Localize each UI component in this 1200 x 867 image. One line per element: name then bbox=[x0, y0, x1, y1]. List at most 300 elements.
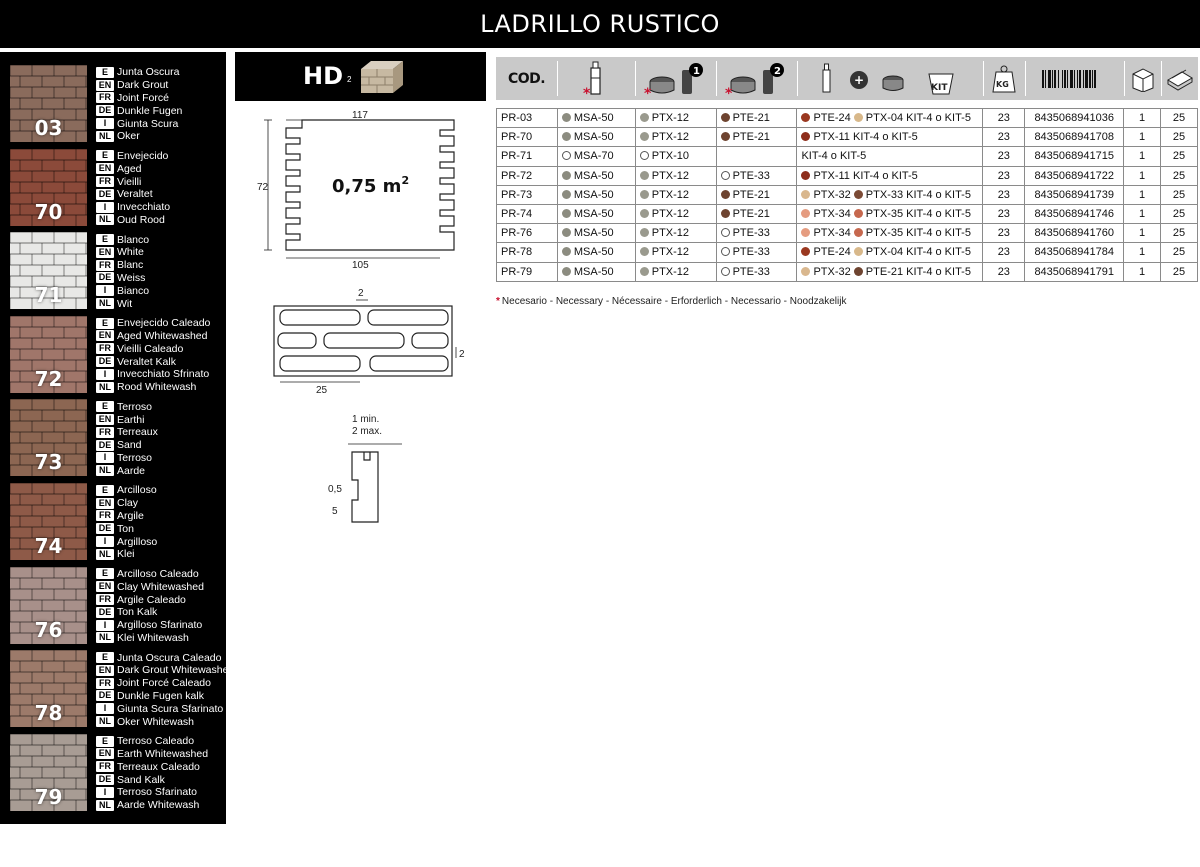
table-cell-cod bbox=[497, 185, 558, 204]
language-code-badge: EN bbox=[96, 498, 114, 509]
language-code-badge: EN bbox=[96, 80, 114, 91]
svg-text:+: + bbox=[854, 72, 865, 87]
language-code-badge: EN bbox=[96, 414, 114, 425]
table-cell-kit bbox=[797, 243, 983, 262]
cell-value-ptx: PTX-12 bbox=[651, 265, 690, 278]
finish-swatch bbox=[10, 483, 87, 560]
cell-value-box: 1 bbox=[1139, 227, 1146, 240]
table-cell-box bbox=[1124, 147, 1161, 166]
language-code-badge: I bbox=[96, 202, 114, 213]
language-code-badge: I bbox=[96, 536, 114, 547]
language-code-badge: NL bbox=[96, 800, 114, 811]
finish-name-text: Junta Oscura Caleado bbox=[117, 651, 222, 664]
finish-name-text: Terroso bbox=[117, 400, 153, 413]
finish-name-text: White bbox=[117, 246, 144, 259]
color-dot bbox=[801, 132, 810, 141]
min-label: 1 min. bbox=[352, 414, 380, 425]
table-cell-ean bbox=[1025, 128, 1124, 147]
language-code-badge: FR bbox=[96, 510, 114, 521]
table-cell-msa bbox=[557, 128, 635, 147]
table-cell-cod bbox=[497, 109, 558, 128]
cell-value-kit2: PTX-35 bbox=[865, 208, 904, 221]
table-cell-ean bbox=[1025, 204, 1124, 223]
language-code-badge: EN bbox=[96, 665, 114, 676]
finish-name-text: Junta Oscura bbox=[117, 66, 180, 79]
color-dot bbox=[640, 171, 649, 180]
color-dot bbox=[801, 247, 810, 256]
finish-number: 74 bbox=[34, 534, 63, 558]
cell-value-kit1: PTX-34 bbox=[813, 208, 851, 221]
finish-name-text: Terreaux Caleado bbox=[117, 760, 200, 773]
finish-names bbox=[96, 400, 158, 477]
language-code-badge: FR bbox=[96, 761, 114, 772]
language-code-badge: E bbox=[96, 736, 114, 747]
hd-badge bbox=[235, 52, 486, 101]
table-cell-pal bbox=[1161, 224, 1198, 243]
cell-value-ptx: PTX-12 bbox=[651, 208, 690, 221]
finish-name-row bbox=[96, 760, 208, 773]
finish-name-text: Dunkle Fugen bbox=[117, 104, 183, 117]
cell-value-ptx: PTX-12 bbox=[651, 131, 690, 144]
table-row bbox=[497, 204, 1198, 223]
color-dot bbox=[801, 228, 810, 237]
finish-name-text: Oud Rood bbox=[117, 213, 165, 226]
table-cell-cod bbox=[497, 166, 558, 185]
cell-value-ptx: PTX-12 bbox=[651, 246, 690, 259]
cell-value-ean: 8435068941784 bbox=[1034, 246, 1114, 259]
finish-name-text: Earth Whitewashed bbox=[117, 747, 209, 760]
cell-value-pte: PTE-21 bbox=[732, 188, 770, 201]
cell-value-kit2: PTX-04 bbox=[865, 246, 904, 259]
finish-names bbox=[96, 233, 149, 310]
area-label: 0,75 $m^2$ bbox=[332, 174, 410, 197]
table-cell-kit bbox=[797, 166, 983, 185]
cell-value-kit2: PTX-33 bbox=[865, 188, 904, 201]
brick-length-label: 25 bbox=[316, 385, 328, 396]
cell-value-kit: KIT-4 o KIT-5 bbox=[906, 246, 971, 259]
finish-name-text: Argilloso Sfarinato bbox=[117, 619, 203, 632]
table-cell-kit bbox=[797, 147, 983, 166]
language-code-badge: DE bbox=[96, 774, 114, 785]
finish-name-row bbox=[96, 664, 234, 677]
language-code-badge: DE bbox=[96, 440, 114, 451]
profile-section-drawing bbox=[352, 452, 378, 522]
cell-value-kit: KIT-4 o KIT-5 bbox=[906, 265, 971, 278]
table-cell-box bbox=[1124, 224, 1161, 243]
color-dot bbox=[562, 247, 571, 256]
finish-name-text: Giunta Scura bbox=[117, 117, 179, 130]
finish-name-text: Arcilloso Caleado bbox=[117, 567, 199, 580]
cell-value-box: 1 bbox=[1139, 150, 1146, 163]
finish-item bbox=[0, 554, 226, 644]
weight-kg-icon bbox=[983, 57, 1025, 100]
color-dot bbox=[640, 228, 649, 237]
finish-name-text: Veraltet bbox=[117, 188, 153, 201]
table-cell-box bbox=[1124, 185, 1161, 204]
cell-value-kg: 23 bbox=[997, 188, 1010, 201]
cell-value-ptx: PTX-12 bbox=[651, 188, 690, 201]
cell-value-kit2: PTE-21 bbox=[865, 265, 904, 278]
table-cell-ptx bbox=[635, 204, 716, 223]
cell-value-kg: 23 bbox=[997, 112, 1010, 125]
kit-bundle-icon bbox=[797, 57, 983, 100]
svg-text:KIT: KIT bbox=[931, 82, 948, 93]
table-cell-ptx bbox=[635, 224, 716, 243]
language-code-badge: FR bbox=[96, 678, 114, 689]
finish-name-text: Bianco bbox=[117, 284, 150, 297]
color-dot bbox=[854, 190, 863, 199]
finish-name-text: Argile bbox=[117, 509, 144, 522]
color-dot bbox=[801, 113, 810, 122]
table-cell-kg bbox=[983, 147, 1025, 166]
cod-header: COD. bbox=[507, 70, 546, 87]
finish-name-text: Wit bbox=[117, 297, 133, 310]
max-label: 2 max. bbox=[352, 426, 383, 437]
cell-value-cod: PR-73 bbox=[501, 188, 533, 201]
finish-name-row bbox=[96, 246, 149, 259]
color-dot bbox=[562, 267, 571, 276]
finish-name-text: Terroso Caleado bbox=[117, 735, 195, 748]
table-row bbox=[497, 262, 1198, 281]
table-cell-kg bbox=[983, 109, 1025, 128]
finish-swatch bbox=[10, 567, 87, 644]
table-cell-cod bbox=[497, 128, 558, 147]
product-table bbox=[496, 108, 1198, 282]
finish-name-row bbox=[96, 748, 208, 761]
finish-name-row bbox=[96, 342, 210, 355]
finish-name-row bbox=[96, 497, 157, 510]
cell-value-kit: KIT-4 o KIT-5 bbox=[906, 112, 971, 125]
finish-name-row bbox=[96, 150, 170, 163]
cell-value-cod: PR-71 bbox=[501, 150, 533, 163]
required-note: * Necesario - Necessary - Nécessaire - Erforderlich - Necessario - Noodzakelijk bbox=[496, 296, 847, 307]
cell-value-cod: PR-74 bbox=[501, 208, 533, 221]
finish-name-text: Sand Kalk bbox=[117, 773, 165, 786]
table-row bbox=[497, 147, 1198, 166]
finish-name-text: Ton bbox=[117, 522, 134, 535]
finish-name-row bbox=[96, 568, 204, 581]
finish-name-row bbox=[96, 272, 149, 285]
brick-pattern-drawing bbox=[274, 306, 452, 376]
table-cell-pte bbox=[716, 128, 797, 147]
language-code-badge: I bbox=[96, 787, 114, 798]
finish-name-row bbox=[96, 368, 210, 381]
table-cell-pte bbox=[716, 109, 797, 128]
finish-item bbox=[0, 303, 226, 394]
finish-name-text: Argile Caleado bbox=[117, 593, 186, 606]
table-row bbox=[497, 109, 1198, 128]
finish-name-text: Aged Whitewashed bbox=[117, 329, 208, 342]
finish-item bbox=[0, 52, 226, 143]
color-dot bbox=[854, 267, 863, 276]
finish-names bbox=[96, 66, 182, 143]
joint-side-dim-label: 2 bbox=[459, 349, 465, 360]
svg-text:*: * bbox=[724, 85, 732, 98]
finish-name-text: Giunta Scura Sfarinato bbox=[117, 702, 224, 715]
finish-number: 72 bbox=[34, 366, 63, 391]
language-code-badge: DE bbox=[96, 523, 114, 534]
finish-name-text: Rood Whitewash bbox=[117, 381, 197, 394]
language-code-badge: NL bbox=[96, 131, 114, 142]
table-cell-cod bbox=[497, 243, 558, 262]
language-code-badge: DE bbox=[96, 272, 114, 283]
language-code-badge: NL bbox=[96, 716, 114, 727]
color-dot bbox=[562, 209, 571, 218]
color-dot bbox=[721, 132, 730, 141]
language-code-badge: DE bbox=[96, 356, 114, 367]
finish-name-row bbox=[96, 773, 208, 786]
table-cell-cod bbox=[497, 147, 558, 166]
cell-value-pte: PTE-33 bbox=[732, 169, 770, 182]
table-cell-kit bbox=[797, 128, 983, 147]
table-cell-kg bbox=[983, 204, 1025, 223]
table-cell-kg bbox=[983, 128, 1025, 147]
color-dot bbox=[801, 171, 810, 180]
finish-name-text: Clay Whitewashed bbox=[117, 580, 204, 593]
finish-name-row bbox=[96, 413, 158, 426]
table-cell-msa bbox=[557, 166, 635, 185]
finish-name-row bbox=[96, 284, 149, 297]
svg-text:1: 1 bbox=[692, 65, 700, 77]
finish-name-row bbox=[96, 117, 182, 130]
finish-name-text: Terreaux bbox=[117, 426, 158, 439]
finish-number: 03 bbox=[34, 116, 63, 140]
table-cell-ptx bbox=[635, 262, 716, 281]
color-dot bbox=[640, 151, 649, 160]
finish-name-row bbox=[96, 400, 158, 413]
finish-number: 70 bbox=[34, 199, 63, 224]
table-cell-ean bbox=[1025, 109, 1124, 128]
cell-value-kg: 23 bbox=[997, 227, 1010, 240]
finish-name-text: Clay bbox=[117, 497, 139, 510]
language-code-badge: FR bbox=[96, 92, 114, 103]
color-dot bbox=[854, 209, 863, 218]
finish-name-row bbox=[96, 79, 182, 92]
color-dot bbox=[640, 247, 649, 256]
color-dot bbox=[640, 113, 649, 122]
language-code-badge: EN bbox=[96, 247, 114, 258]
joint-dim-label: 2 bbox=[358, 288, 364, 299]
table-cell-pal bbox=[1161, 185, 1198, 204]
language-code-badge: E bbox=[96, 234, 114, 245]
finish-name-text: Terroso Sfarinato bbox=[117, 786, 197, 799]
cell-value-pte: PTE-33 bbox=[732, 265, 770, 278]
table-cell-pal bbox=[1161, 109, 1198, 128]
color-dot bbox=[854, 113, 863, 122]
page-title: LADRILLO RUSTICO bbox=[0, 0, 1200, 48]
finish-name-text: Oker bbox=[117, 130, 140, 143]
finish-name-text: Terroso bbox=[117, 451, 153, 464]
cell-value-ptx: PTX-12 bbox=[651, 227, 690, 240]
language-code-badge: E bbox=[96, 150, 114, 161]
table-cell-pte bbox=[716, 262, 797, 281]
cell-value-kg: 23 bbox=[997, 150, 1010, 163]
cell-value-cod: PR-76 bbox=[501, 227, 533, 240]
color-dot bbox=[562, 132, 571, 141]
finish-swatch bbox=[10, 232, 87, 309]
color-dot bbox=[640, 209, 649, 218]
finish-name-text: Aarde bbox=[117, 464, 146, 477]
finish-names bbox=[96, 568, 204, 645]
table-cell-cod bbox=[497, 224, 558, 243]
finish-name-text: Blanc bbox=[117, 259, 144, 272]
table-cell-msa bbox=[557, 147, 635, 166]
table-cell-ptx bbox=[635, 147, 716, 166]
cell-value-ptx: PTX-12 bbox=[651, 112, 690, 125]
finish-name-row bbox=[96, 690, 234, 703]
finish-name-row bbox=[96, 484, 157, 497]
table-cell-kg bbox=[983, 243, 1025, 262]
cell-value-pal: 25 bbox=[1172, 208, 1186, 221]
cell-value-kg: 23 bbox=[997, 131, 1010, 144]
finish-name-text: Aarde Whitewash bbox=[117, 799, 200, 812]
language-code-badge: DE bbox=[96, 690, 114, 701]
language-code-badge: E bbox=[96, 401, 114, 412]
language-code-badge: EN bbox=[96, 748, 114, 759]
color-dot bbox=[801, 209, 810, 218]
color-dot bbox=[562, 228, 571, 237]
finish-name-row bbox=[96, 175, 170, 188]
svg-text:*: * bbox=[583, 85, 591, 98]
cell-value-pal: 25 bbox=[1172, 112, 1186, 125]
language-code-badge: E bbox=[96, 67, 114, 78]
cell-value-box: 1 bbox=[1139, 246, 1146, 259]
brick-piece-icon bbox=[357, 59, 405, 95]
color-dot bbox=[562, 151, 571, 160]
finish-name-text: Aged bbox=[117, 162, 142, 175]
finish-name-text: Invecchiato bbox=[117, 201, 171, 214]
table-row bbox=[497, 128, 1198, 147]
table-cell-kg bbox=[983, 185, 1025, 204]
table-cell-pal bbox=[1161, 147, 1198, 166]
cell-value-msa: MSA-70 bbox=[573, 150, 614, 163]
table-cell-kg bbox=[983, 262, 1025, 281]
cell-value-msa: MSA-50 bbox=[573, 265, 614, 278]
finish-names bbox=[96, 484, 157, 561]
finish-name-row bbox=[96, 259, 149, 272]
cell-value-kg: 23 bbox=[997, 265, 1010, 278]
language-code-badge: DE bbox=[96, 105, 114, 116]
technical-drawings bbox=[240, 100, 490, 530]
cell-value-box: 1 bbox=[1139, 208, 1146, 221]
finish-name-text: Envejecido Caleado bbox=[117, 317, 211, 330]
color-dot bbox=[721, 209, 730, 218]
color-dot bbox=[562, 113, 571, 122]
finish-name-row bbox=[96, 522, 157, 535]
language-code-badge: FR bbox=[96, 260, 114, 271]
cell-value-kit2: PTX-04 bbox=[865, 112, 904, 125]
language-code-badge: NL bbox=[96, 214, 114, 225]
finish-item bbox=[0, 219, 226, 310]
cell-value-pte: PTE-33 bbox=[732, 227, 770, 240]
finish-name-row bbox=[96, 452, 158, 465]
cell-value-kit: KIT-4 o KIT-5 bbox=[906, 227, 971, 240]
table-cell-msa bbox=[557, 243, 635, 262]
color-dot bbox=[721, 267, 730, 276]
table-cell-pte bbox=[716, 185, 797, 204]
cell-value-msa: MSA-50 bbox=[573, 246, 614, 259]
finish-name-row bbox=[96, 92, 182, 105]
table-cell-kg bbox=[983, 166, 1025, 185]
table-cell-pte bbox=[716, 204, 797, 223]
table-cell-kit bbox=[797, 185, 983, 204]
finish-name-row bbox=[96, 606, 204, 619]
finish-name-row bbox=[96, 651, 234, 664]
cell-value-kit: KIT-4 o KIT-5 bbox=[906, 208, 971, 221]
svg-text:2: 2 bbox=[773, 65, 781, 77]
cell-value-pte: PTE-21 bbox=[732, 208, 770, 221]
language-code-badge: FR bbox=[96, 594, 114, 605]
cell-value-ptx: PTX-10 bbox=[651, 150, 690, 163]
dim-05-label: 0,5 bbox=[328, 484, 342, 495]
cell-value-cod: PR-72 bbox=[501, 169, 533, 182]
language-code-badge: NL bbox=[96, 549, 114, 560]
table-row bbox=[497, 224, 1198, 243]
table-header bbox=[496, 57, 1198, 100]
finish-name-row bbox=[96, 317, 210, 330]
language-code-badge: I bbox=[96, 452, 114, 463]
finish-name-text: Vieilli Caleado bbox=[117, 342, 184, 355]
finish-names bbox=[96, 735, 208, 812]
color-dot bbox=[854, 247, 863, 256]
language-code-badge: I bbox=[96, 369, 114, 380]
finish-name-text: Envejecido bbox=[117, 149, 169, 162]
language-code-badge: E bbox=[96, 652, 114, 663]
table-cell-msa bbox=[557, 204, 635, 223]
color-dot bbox=[721, 228, 730, 237]
barcode-icon bbox=[1025, 57, 1124, 100]
cell-value-msa: MSA-50 bbox=[573, 131, 614, 144]
cell-value-kit1: PTX-34 bbox=[813, 227, 851, 240]
cell-value-kit: KIT-4 o KIT-5 bbox=[852, 169, 918, 182]
hd-label: HD bbox=[303, 62, 344, 90]
language-code-badge: FR bbox=[96, 176, 114, 187]
dim-5-label: 5 bbox=[332, 506, 338, 517]
table-cell-box bbox=[1124, 204, 1161, 223]
table-cell-pal bbox=[1161, 128, 1198, 147]
svg-text:*: * bbox=[643, 85, 651, 98]
color-dot bbox=[640, 190, 649, 199]
cell-value-msa: MSA-50 bbox=[573, 112, 614, 125]
table-row bbox=[497, 243, 1198, 262]
language-code-badge: FR bbox=[96, 343, 114, 354]
finish-name-row bbox=[96, 162, 170, 175]
cell-value-ean: 8435068941722 bbox=[1034, 169, 1114, 182]
cell-value-kit2: PTX-35 bbox=[865, 227, 904, 240]
finish-number: 73 bbox=[34, 450, 63, 475]
cell-value-ean: 8435068941791 bbox=[1034, 265, 1114, 278]
finish-names bbox=[96, 150, 170, 227]
cell-value-kit: KIT-4 o KIT-5 bbox=[906, 188, 971, 201]
color-dot bbox=[640, 267, 649, 276]
finish-name-text: Sand bbox=[117, 439, 142, 452]
table-cell-msa bbox=[557, 224, 635, 243]
finish-name-text: Invecchiato Sfrinato bbox=[117, 368, 210, 381]
cell-value-kit1: PTX-32 bbox=[813, 265, 851, 278]
language-code-badge: E bbox=[96, 318, 114, 329]
finish-name-text: Dark Grout Whitewashed bbox=[117, 664, 235, 677]
language-code-badge: DE bbox=[96, 189, 114, 200]
cell-value-cod: PR-03 bbox=[501, 112, 533, 125]
color-dot bbox=[801, 267, 810, 276]
finish-name-row bbox=[96, 580, 204, 593]
table-cell-pal bbox=[1161, 243, 1198, 262]
cell-value-pal: 25 bbox=[1172, 265, 1186, 278]
finish-name-row bbox=[96, 188, 170, 201]
cell-value-cod: PR-78 bbox=[501, 246, 533, 259]
table-cell-kit bbox=[797, 204, 983, 223]
cell-value-ean: 8435068941760 bbox=[1034, 227, 1114, 240]
